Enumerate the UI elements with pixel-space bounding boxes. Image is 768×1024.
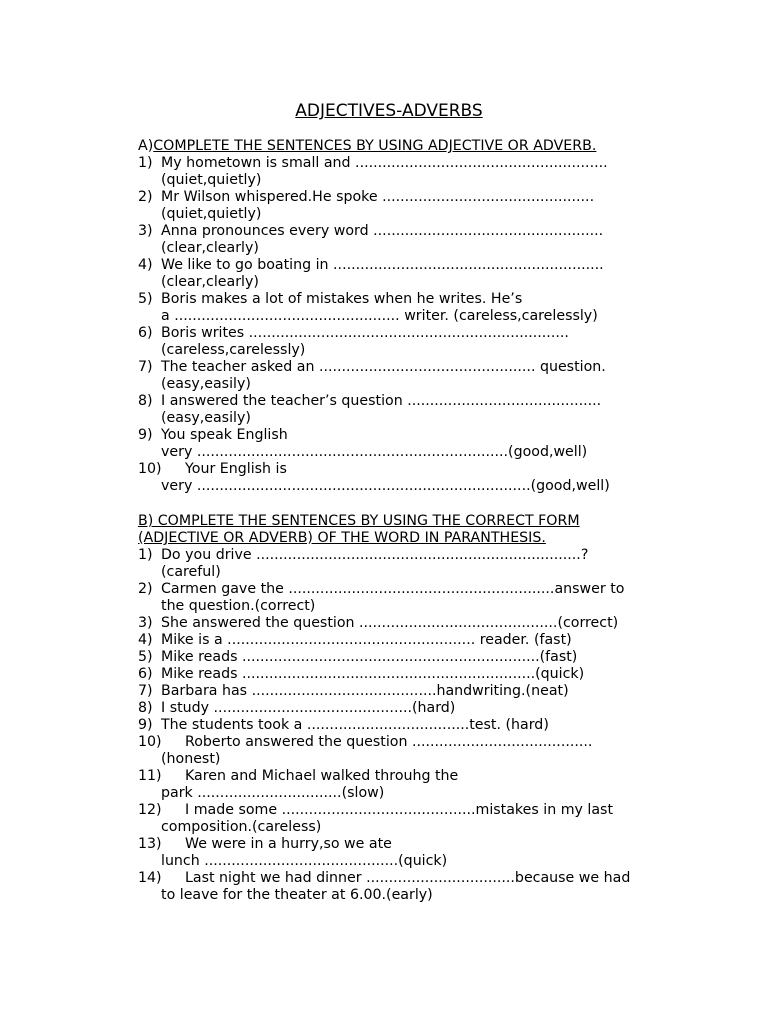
exercise-item: [138, 836, 683, 870]
item-continuation: (clear,clearly): [161, 274, 259, 290]
item-number: 9): [138, 427, 153, 443]
item-sentence: I answered the teacher’s question ...........................................: [161, 393, 602, 409]
item-number: 14): [138, 870, 162, 886]
item-number: 10): [138, 461, 162, 477]
item-sentence: Karen and Michael walked throuhg the: [185, 768, 459, 784]
item-continuation: (easy,easily): [161, 376, 251, 392]
section-b-list: [138, 547, 683, 904]
item-number: 1): [138, 547, 153, 563]
exercise-item: [138, 802, 683, 836]
item-number: 5): [138, 291, 153, 307]
item-number: 2): [138, 581, 153, 597]
item-number: 9): [138, 717, 153, 733]
section-b-heading: [138, 513, 683, 547]
item-sentence: Boris makes a lot of mistakes when he writes. He’s: [161, 291, 523, 307]
item-sentence: Carmen gave the ...........................................................answer to: [161, 581, 625, 597]
item-number: 3): [138, 615, 153, 631]
item-continuation: to leave for the theater at 6.00.(early): [161, 887, 433, 903]
exercise-item: [138, 325, 683, 359]
item-continuation: a .................................................. writer. (careless,carelessly): [161, 308, 598, 324]
section-a-heading: [138, 138, 683, 155]
section-a: [138, 138, 683, 495]
section-b-heading-line2: (ADJECTIVE OR ADVERB) OF THE WORD IN PARANTHESIS.: [138, 530, 546, 546]
item-sentence: Mike reads .................................................................(quick): [161, 666, 585, 682]
item-continuation: (easy,easily): [161, 410, 251, 426]
item-sentence: The students took a ....................................test. (hard): [161, 717, 549, 733]
item-continuation: very .....................................................................(good,well): [161, 444, 588, 460]
item-sentence: Roberto answered the question ........................................: [185, 734, 593, 750]
item-number: 7): [138, 359, 153, 375]
item-number: 5): [138, 649, 153, 665]
exercise-item: [138, 427, 683, 461]
item-continuation: (quiet,quietly): [161, 206, 262, 222]
exercise-item: [138, 547, 683, 581]
exercise-item: [138, 768, 683, 802]
exercise-item: [138, 734, 683, 768]
item-number: 4): [138, 257, 153, 273]
exercise-item: [138, 649, 683, 666]
item-number: 13): [138, 836, 162, 852]
item-sentence: We were in a hurry,so we ate: [185, 836, 392, 852]
item-sentence: I made some ...........................................mistakes in my last: [185, 802, 614, 818]
item-continuation: composition.(careless): [161, 819, 322, 835]
exercise-item: [138, 581, 683, 615]
exercise-item: [138, 359, 683, 393]
item-number: 1): [138, 155, 153, 171]
item-number: 10): [138, 734, 162, 750]
exercise-item: [138, 666, 683, 683]
item-number: 6): [138, 325, 153, 341]
item-sentence: Last night we had dinner .................................because we had: [185, 870, 631, 886]
item-sentence: My hometown is small and ........................................................: [161, 155, 608, 171]
exercise-item: [138, 870, 683, 904]
item-sentence: We like to go boating in ............................................................: [161, 257, 604, 273]
item-sentence: Barbara has .........................................handwriting.(neat): [161, 683, 569, 699]
item-continuation: (honest): [161, 751, 221, 767]
section-b-heading-line1: B) COMPLETE THE SENTENCES BY USING THE CORRECT FORM: [138, 513, 580, 529]
exercise-item: [138, 700, 683, 717]
item-continuation: (clear,clearly): [161, 240, 259, 256]
item-sentence: Boris writes .......................................................................: [161, 325, 569, 341]
item-number: 12): [138, 802, 162, 818]
exercise-item: [138, 393, 683, 427]
item-sentence: She answered the question ............................................(correct): [161, 615, 619, 631]
exercise-item: [138, 223, 683, 257]
exercise-item: [138, 461, 683, 495]
item-continuation: lunch ...........................................(quick): [161, 853, 448, 869]
item-continuation: (quiet,quietly): [161, 172, 262, 188]
item-number: 11): [138, 768, 162, 784]
exercise-item: [138, 257, 683, 291]
item-sentence: Mr Wilson whispered.He spoke ...............................................: [161, 189, 595, 205]
item-sentence: I study ............................................(hard): [161, 700, 456, 716]
exercise-item: [138, 615, 683, 632]
item-number: 7): [138, 683, 153, 699]
item-number: 8): [138, 700, 153, 716]
item-sentence: Do you drive ........................................................................?: [161, 547, 589, 563]
item-continuation: (careless,carelessly): [161, 342, 306, 358]
item-continuation: park ................................(slow): [161, 785, 385, 801]
item-number: 6): [138, 666, 153, 682]
section-b: [138, 513, 683, 904]
exercise-item: [138, 155, 683, 189]
item-sentence: Anna pronounces every word ...................................................: [161, 223, 604, 239]
item-continuation: (careful): [161, 564, 221, 580]
item-sentence: Mike reads ..................................................................(fast): [161, 649, 578, 665]
item-number: 3): [138, 223, 153, 239]
item-continuation: very ..........................................................................(good,well): [161, 478, 610, 494]
item-number: 4): [138, 632, 153, 648]
section-a-heading-text: COMPLETE THE SENTENCES BY USING ADJECTIVE OR ADVERB.: [153, 138, 597, 154]
exercise-item: [138, 632, 683, 649]
item-sentence: You speak English: [161, 427, 288, 443]
page-title: ADJECTIVES-ADVERBS: [295, 101, 483, 121]
exercise-item: [138, 189, 683, 223]
exercise-item: [138, 683, 683, 700]
section-a-list: [138, 155, 683, 495]
item-number: 2): [138, 189, 153, 205]
item-number: 8): [138, 393, 153, 409]
item-sentence: Your English is: [185, 461, 287, 477]
item-sentence: Mike is a ....................................................... reader. (fast): [161, 632, 572, 648]
section-a-prefix: A): [138, 138, 154, 154]
exercise-item: [138, 717, 683, 734]
item-sentence: The teacher asked an ................................................ question.: [161, 359, 606, 375]
item-continuation: the question.(correct): [161, 598, 316, 614]
exercise-item: [138, 291, 683, 325]
